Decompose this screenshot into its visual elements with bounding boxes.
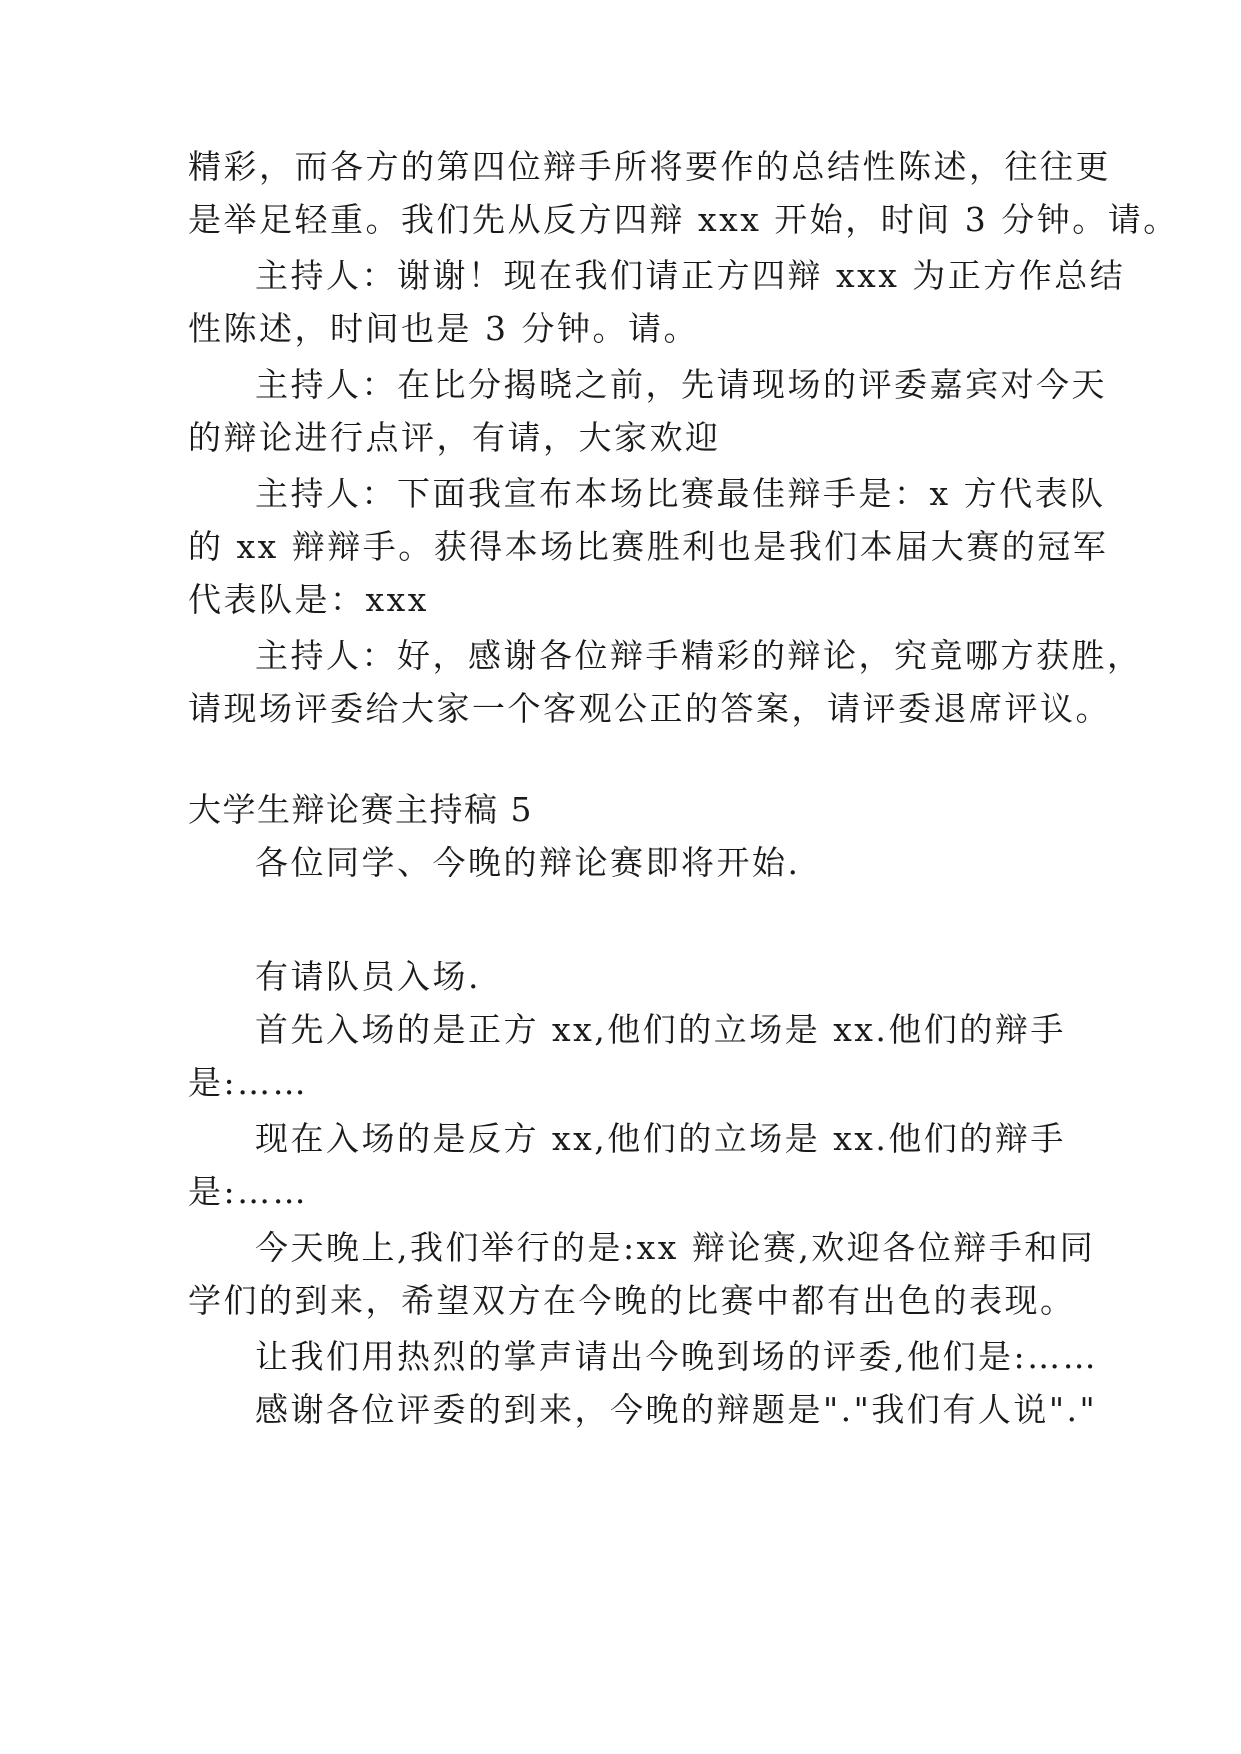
paragraph-line: 是:……: [188, 1172, 309, 1211]
paragraph-line: 主持人：在比分揭晓之前，先请现场的评委嘉宾对今天: [255, 365, 1107, 404]
paragraph-line: 主持人：下面我宣布本场比赛最佳辩手是：x 方代表队: [255, 474, 1106, 513]
paragraph-line: 的 xx 辩辩手。获得本场比赛胜利也是我们本届大赛的冠军: [188, 527, 1109, 566]
paragraph-line: 主持人：好，感谢各位辩手精彩的辩论，究竟哪方获胜，: [255, 636, 1143, 675]
paragraph-line: 主持人：谢谢！现在我们请正方四辩 xxx 为正方作总结: [255, 256, 1126, 295]
paragraph-line: 精彩，而各方的第四位辩手所将要作的总结性陈述，往往更: [188, 147, 1111, 186]
paragraph-line: 是:……: [188, 1063, 309, 1102]
section-heading: 大学生辩论赛主持稿 5: [188, 790, 533, 829]
paragraph-line: 今天晚上,我们举行的是:xx 辩论赛,欢迎各位辩手和同: [255, 1228, 1096, 1267]
paragraph-line: 是举足轻重。我们先从反方四辩 xxx 开始，时间 3 分钟。请。: [188, 200, 1179, 239]
paragraph-line: 代表队是：xxx: [188, 580, 429, 619]
paragraph-line: 各位同学、今晚的辩论赛即将开始.: [255, 843, 801, 882]
paragraph-line: 学们的到来，希望双方在今晚的比赛中都有出色的表现。: [188, 1281, 1076, 1320]
paragraph-line: 感谢各位评委的到来，今晚的辩题是"."我们有人说".": [255, 1390, 1098, 1429]
paragraph-line: 首先入场的是正方 xx,他们的立场是 xx.他们的辩手: [255, 1010, 1066, 1049]
paragraph-line: 性陈述，时间也是 3 分钟。请。: [188, 309, 699, 348]
paragraph-line: 让我们用热烈的掌声请出今晚到场的评委,他们是:……: [255, 1337, 1099, 1376]
paragraph-line: 现在入场的是反方 xx,他们的立场是 xx.他们的辩手: [255, 1119, 1066, 1158]
paragraph-line: 有请队员入场.: [255, 957, 481, 996]
paragraph-line: 请现场评委给大家一个客观公正的答案，请评委退席评议。: [188, 689, 1111, 728]
paragraph-line: 的辩论进行点评，有请，大家欢迎: [188, 418, 721, 457]
